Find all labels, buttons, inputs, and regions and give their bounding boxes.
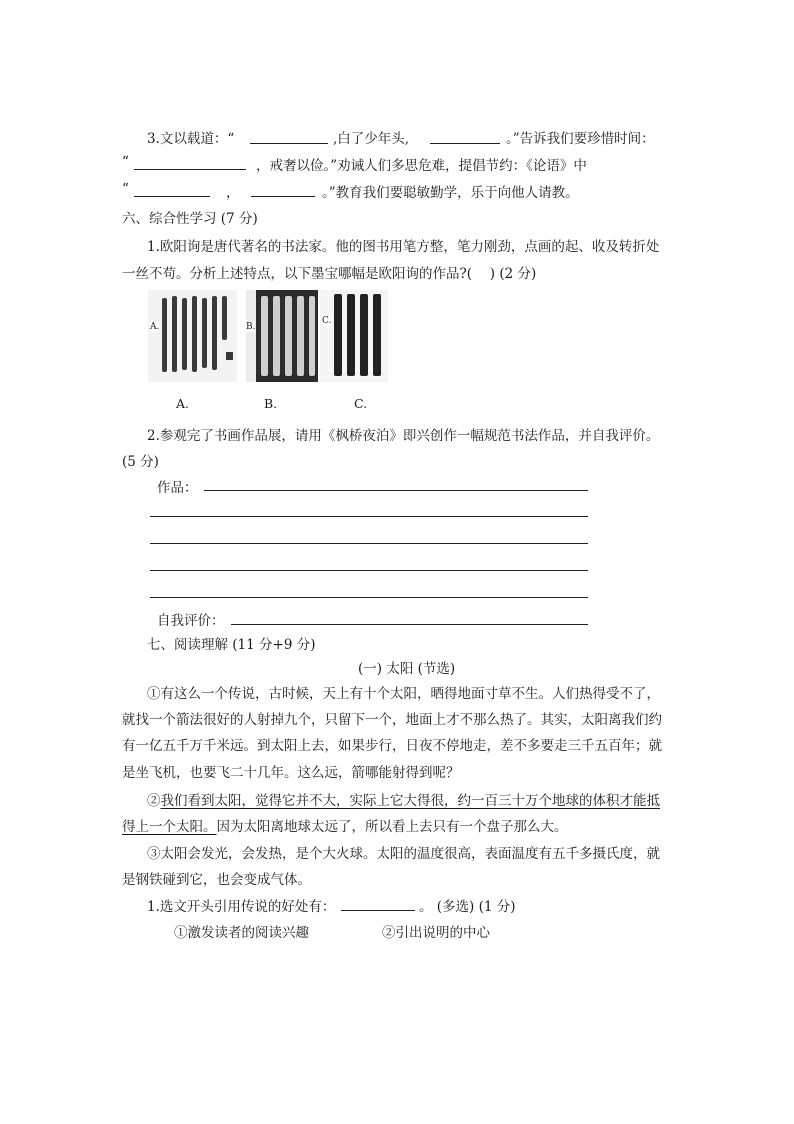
q3-blank-2[interactable] (430, 143, 500, 144)
calligraphy-image-a (148, 290, 237, 382)
para2-number: ② (147, 793, 161, 809)
q3-text-3: 。”告诉我们要珍惜时间： (506, 131, 655, 147)
calligraphy-image-c (320, 290, 388, 382)
para2-rest: 因为太阳离地球太远了，所以看上去只有一个盘子那么大。 (216, 819, 568, 835)
q3-blank-5[interactable] (251, 196, 315, 197)
option-b[interactable]: B. (264, 396, 278, 411)
work-line-1[interactable] (204, 490, 588, 491)
s7-q1-option-2[interactable]: ②引出说明的中心 (382, 925, 490, 941)
calligraphy-image-b (246, 290, 318, 382)
para2-underlined-2: 得上一个太阳。 (122, 819, 217, 835)
q3-text-4: “ (122, 154, 129, 170)
q3-blank-1[interactable] (250, 143, 328, 144)
q3-text-7: ， (226, 185, 240, 201)
q3-text-6: “ (122, 181, 129, 197)
option-a[interactable]: A. (176, 396, 190, 411)
s6-q2-line1: 2.参观完了书画作品展，请用《枫桥夜泊》即兴创作一幅规范书法作品，并自我评价。 (147, 428, 660, 444)
q3-blank-3[interactable] (134, 169, 246, 170)
passage-title: (一) 太阳 (节选) (358, 661, 456, 677)
s6-q2-line2: (5 分) (122, 454, 159, 470)
para1-line1: ①有这么一个传说，古时候，天上有十个太阳，晒得地面寸草不生。人们热得受不了， (147, 686, 660, 702)
para2-underlined-1: 我们看到太阳，觉得它并不大，实际上它大得很，约一百三十万个地球的体积才能抵 (160, 793, 660, 809)
q3-text-2: ,白了少年头, (333, 131, 410, 147)
image-c-label: C. (322, 316, 332, 326)
work-line-4[interactable] (150, 570, 588, 571)
q3-text-5: ，戒奢以俭。”劝诫人们多思危难，提倡节约：《论语》中 (256, 158, 587, 174)
q3-text-8: 。”教育我们要聪敏勤学，乐于向他人请教。 (322, 185, 579, 201)
para3-line1: ③太阳会发光，会发热，是个大火球。太阳的温度很高，表面温度有五千多摄氏度，就 (147, 846, 660, 862)
q3-text-1: 3.文以载道：“ (147, 131, 235, 147)
work-line-3[interactable] (150, 543, 588, 544)
para3-line2: 是钢铁碰到它，也会变成气体。 (122, 872, 311, 888)
option-c[interactable]: C. (354, 396, 368, 411)
s7-q1-stem: 1.选文开头引用传说的好处有： (147, 899, 336, 915)
s6-q1-line1: 1.欧阳询是唐代著名的书法家。他的图书用笔方整，笔力刚劲，点画的起、收及转折处 (147, 239, 660, 255)
work-line-2[interactable] (150, 516, 588, 517)
image-b-label: B. (246, 322, 256, 332)
para1-line3: 有一亿五千万千米远。到太阳上去，如果步行，日夜不停地走，差不多要走三千五百年；就 (122, 738, 662, 754)
work-label: 作品： (157, 480, 198, 496)
image-a-label: A. (150, 322, 160, 332)
work-line-5[interactable] (150, 597, 588, 598)
s7-q1-option-1[interactable]: ①激发读者的阅读兴趣 (174, 925, 309, 941)
section6-heading: 六、综合性学习 (7 分) (122, 211, 258, 227)
s7-q1-blank[interactable] (341, 910, 415, 911)
eval-label: 自我评价： (157, 613, 225, 629)
para1-line4: 是坐飞机，也要飞二十几年。这么远，箭哪能射得到呢？ (122, 765, 460, 781)
section7-heading: 七、阅读理解 (11 分+9 分) (147, 637, 316, 653)
eval-line[interactable] (231, 624, 588, 625)
s6-q1-line2: 一丝不苟。分析上述特点，以下墨宝哪幅是欧阳询的作品?( ) (2 分) (122, 266, 537, 282)
s7-q1-tail: 。 (多选) (1 分) (419, 899, 516, 915)
para1-line2: 就找一个箭法很好的人射掉九个，只留下一个，地面上才不那么热了。其实，太阳离我们约 (122, 712, 662, 728)
q3-blank-4[interactable] (134, 196, 210, 197)
